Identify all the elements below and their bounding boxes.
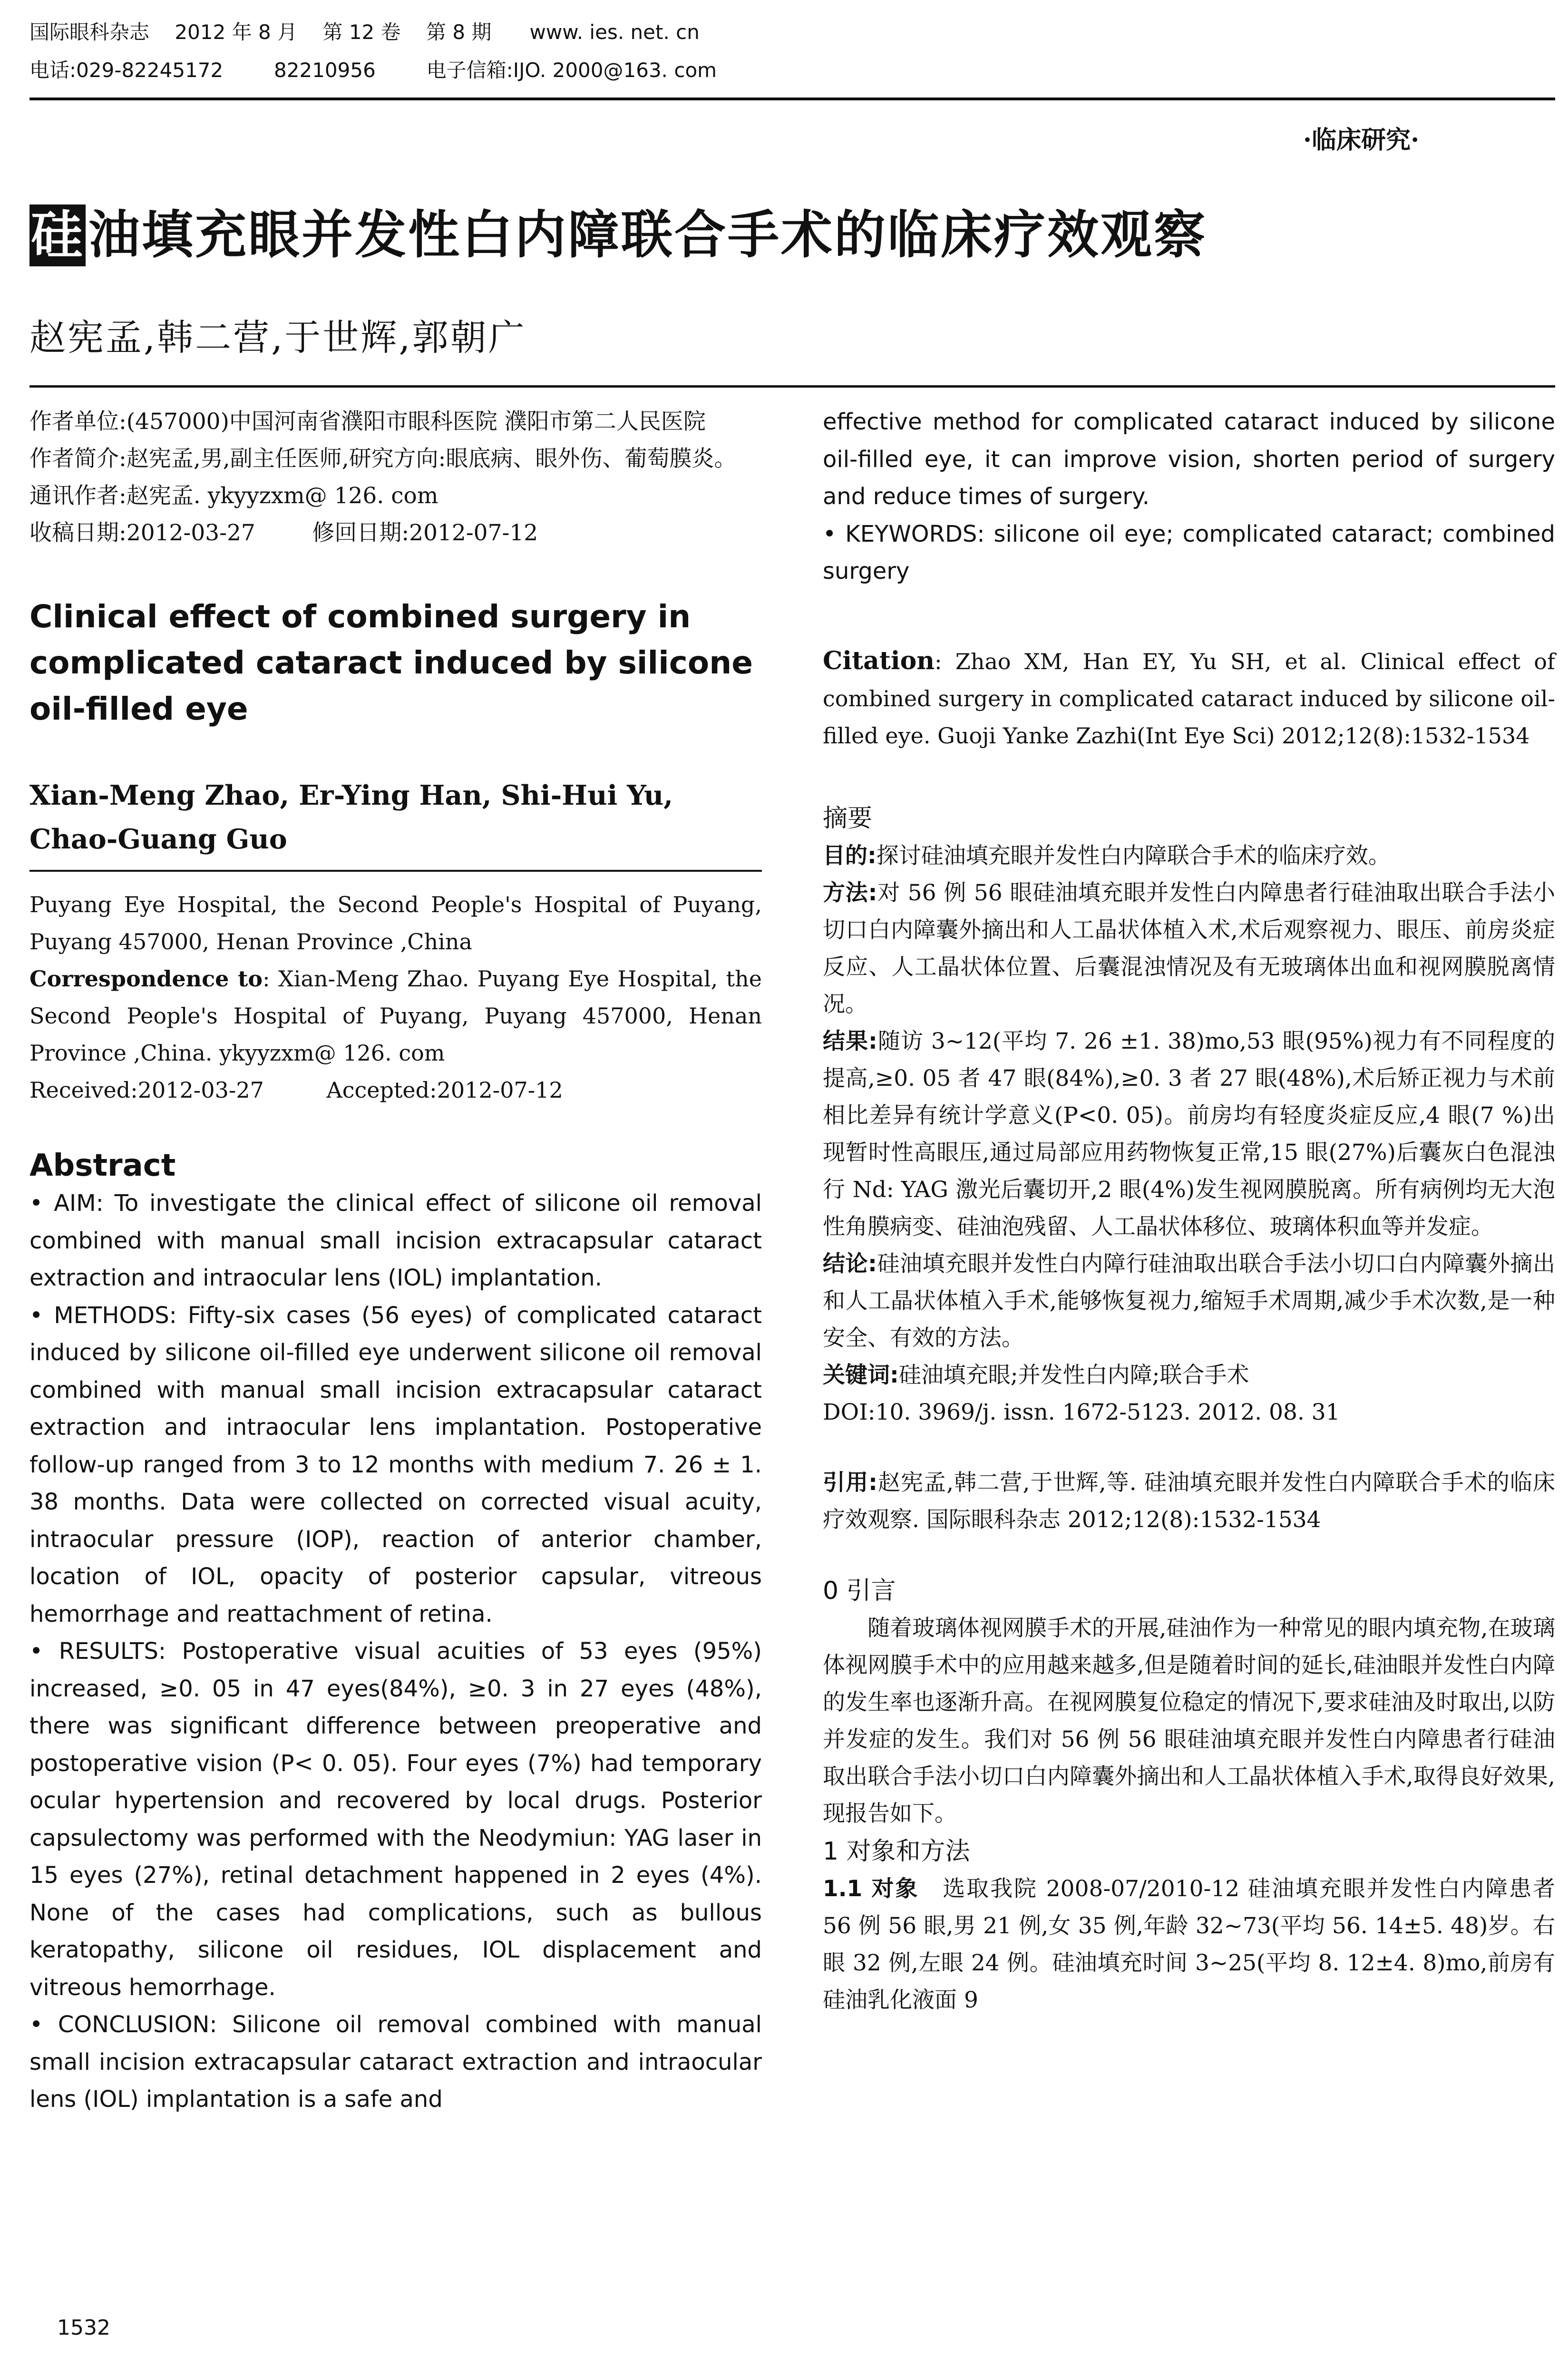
title-drop-char: 硅 [29,205,86,266]
received-en: Received:2012-03-27 Accepted:2012-07-12 [29,1077,563,1103]
journal-header-line2: 电话:029-82245172 82210956 电子信箱:IJO. 2000@163. com [29,58,717,82]
article-title [29,205,1551,266]
left-column [29,403,762,2118]
citation-zh: 引用:赵宪孟,韩二营,于世辉,等. 硅油填充眼并发性白内障联合手术的临床疗效观察. 国际眼科杂志 2012;12(8):1532-1534 [823,1469,1556,1533]
subjects-paragraph: 1.1 对象 选取我院 2008-07/2010-12 硅油填充眼并发性白内障患者 56 例 56 眼,男 21 例,女 35 例,年龄 32~73(平均 56. 14±5. 48)岁。右眼 32 例,左眼 24 例。硅油填充时间 3~25(平均 8. 12±4. 8)mo,前房有硅油乳化液面 9 [823,1875,1555,2013]
abstract-zh-methods: 方法:对 56 例 56 眼硅油填充眼并发性白内障患者行硅油取出联合手法小切口白内障囊外摘出和人工晶状体植入术,术后观察视力、眼压、前房炎症反应、人工晶状体位置、后囊混浊情况及有无玻璃体出血和视网膜脱离情况。 [823,879,1556,1017]
abstract-conclusion: • CONCLUSION: Silicone oil removal combined with manual small incision extracapsular cataract extraction and intraocular lens (IOL) implantation is a safe and [29,2011,762,2113]
journal-header-line1: 国际眼科杂志 2012 年 8 月 第 12 卷 第 8 期 www. ies. net. cn [29,20,700,44]
authors-rule [29,861,762,872]
section-label: ·临床研究· [1303,126,1420,155]
abstract-results: • RESULTS: Postoperative visual acuities of 53 eyes (95%) increased, ≥0. 05 in 47 eyes(84%), ≥0. 3 in 27 eyes (48%), there was significant difference between preoperative and postoperative vision (P< 0. 05). Four eyes (7%) had temporary ocular hypertension and recovered by local drugs. Posterior capsulectomy was performed with the Neodymiun: YAG laser in 15 eyes (27%), retinal detachment happened in 2 eyes (4%). None of the cases had complications, such as bullous keratopathy, silicone oil residues, IOL displacement and vitreous hemorrhage. [29,1638,762,2001]
english-authors: Xian-Meng Zhao, Er-Ying Han, Shi-Hui Yu, Chao-Guang Guo [29,779,673,855]
citation-label: Citation [823,646,935,675]
right-column [823,403,1555,2019]
title-text: 油填充眼并发性白内障联合手术的临床疗效观察 [88,205,1208,265]
corresponding-zh: 通讯作者:赵宪孟. ykyyzxm@ 126. com [29,483,438,509]
subjects-subheading: 1.1 对象 [823,1875,919,1902]
abstract-zh-heading: 摘要 [823,804,873,833]
methods-heading: 1 对象和方法 [823,1837,970,1866]
abstract-keywords: • KEYWORDS: silicone oil eye; complicated cataract; combined surgery [823,520,1555,585]
intro-heading: 0 引言 [823,1576,896,1605]
abstract-heading: Abstract [29,1148,176,1183]
abstract-zh-aim: 目的:探讨硅油填充眼并发性白内障联合手术的临床疗效。 [823,842,1391,869]
affiliation-zh: 作者单位:(457000)中国河南省濮阳市眼科医院 濮阳市第二人民医院 [29,409,706,435]
citation-en: Citation: Zhao XM, Han EY, Yu SH, et al. Clinical effect of combined surgery in complicated cataract induced by silicone oil-filled eye. Guoji Yanke Zazhi(Int Eye Sci) 2012;12(8):1532-1534 [823,646,1555,749]
authors-zh: 赵宪孟,韩二营,于世辉,郭朝广 [29,316,526,359]
abstract-methods: • METHODS: Fifty-six cases (56 eyes) of complicated cataract induced by silicone oil-filled eye underwent silicone oil removal combined with manual small incision extracapsular cataract extraction and intraocular lens implantation. Postoperative follow-up ranged from 3 to 12 months with medium 7. 26 ± 1. 38 months. Data were collected on corrected visual acuity, intraocular pressure (IOP), reaction of anterior chamber, location of IOL, opacity of posterior capsular, vitreous hemorrhage and reattachment of retina. [29,1302,762,1627]
correspondence-en: Correspondence to: Xian-Meng Zhao. Puyang Eye Hospital, the Second People's Hospital of Puyang, Puyang 457000, Henan Province ,China. ykyyzxm@ 126. com [29,966,762,1066]
correspondence-label: Correspondence to [29,966,263,992]
title-rule [29,385,1555,388]
english-title: Clinical effect of combined surgery in complicated cataract induced by silicone oil-filled eye [29,598,753,727]
page-number: 1532 [57,2316,110,2340]
author-bio-zh: 作者简介:赵宪孟,男,副主任医师,研究方向:眼底病、眼外伤、葡萄膜炎。 [29,446,737,472]
abstract-conclusion-cont: effective method for complicated cataract induced by silicone oil-filled eye, it can improve vision, shorten period of surgery and reduce times of surgery. [823,409,1555,510]
dates-zh: 收稿日期:2012-03-27 修回日期:2012-07-12 [29,520,538,546]
abstract-zh-results: 结果:随访 3~12(平均 7. 26 ±1. 38)mo,53 眼(95%)视力有不同程度的提高,≥0. 05 者 47 眼(84%),≥0. 3 者 27 眼(48%),术后矫正视力与术前相比差异有统计学意义(P<0. 05)。前房均有轻度炎症反应,4 眼(7 %)出现暂时性高眼压,通过局部应用药物恢复正常,15 眼(27%)后囊灰白色混浊行 Nd: YAG 激光后囊切开,2 眼(4%)发生视网膜脱离。所有病例均无大泡性角膜病变、硅油泡残留、人工晶状体移位、玻璃体积血等并发症。 [823,1028,1555,1240]
abstract-aim: • AIM: To investigate the clinical effect of silicone oil removal combined with manual small incision extracapsular cataract extraction and intraocular lens (IOL) implantation. [29,1190,762,1291]
header-rule [29,97,1555,100]
intro-paragraph: 随着玻璃体视网膜手术的开展,硅油作为一种常见的眼内填充物,在玻璃体视网膜手术中的应用越来越多,但是随着时间的延长,硅油眼并发性白内障的发生率也逐渐升高。在视网膜复位稳定的情况下,要求硅油及时取出,以防并发症的发生。我们对 56 例 56 眼硅油填充眼并发性白内障患者行硅油取出联合手法小切口白内障囊外摘出和人工晶状体植入手术,取得良好效果,现报告如下。 [823,1615,1555,1827]
affiliation-en: Puyang Eye Hospital, the Second People's Hospital of Puyang, Puyang 457000, Henan Province ,China [29,892,762,955]
keywords-zh: 关键词:硅油填充眼;并发性白内障;联合手术 [823,1362,1249,1388]
abstract-zh-conclusion: 结论:硅油填充眼并发性白内障行硅油取出联合手法小切口白内障囊外摘出和人工晶状体植入手术,能够恢复视力,缩短手术周期,减少手术次数,是一种安全、有效的方法。 [823,1250,1556,1351]
doi: DOI:10. 3969/j. issn. 1672-5123. 2012. 08. 31 [823,1399,1340,1425]
